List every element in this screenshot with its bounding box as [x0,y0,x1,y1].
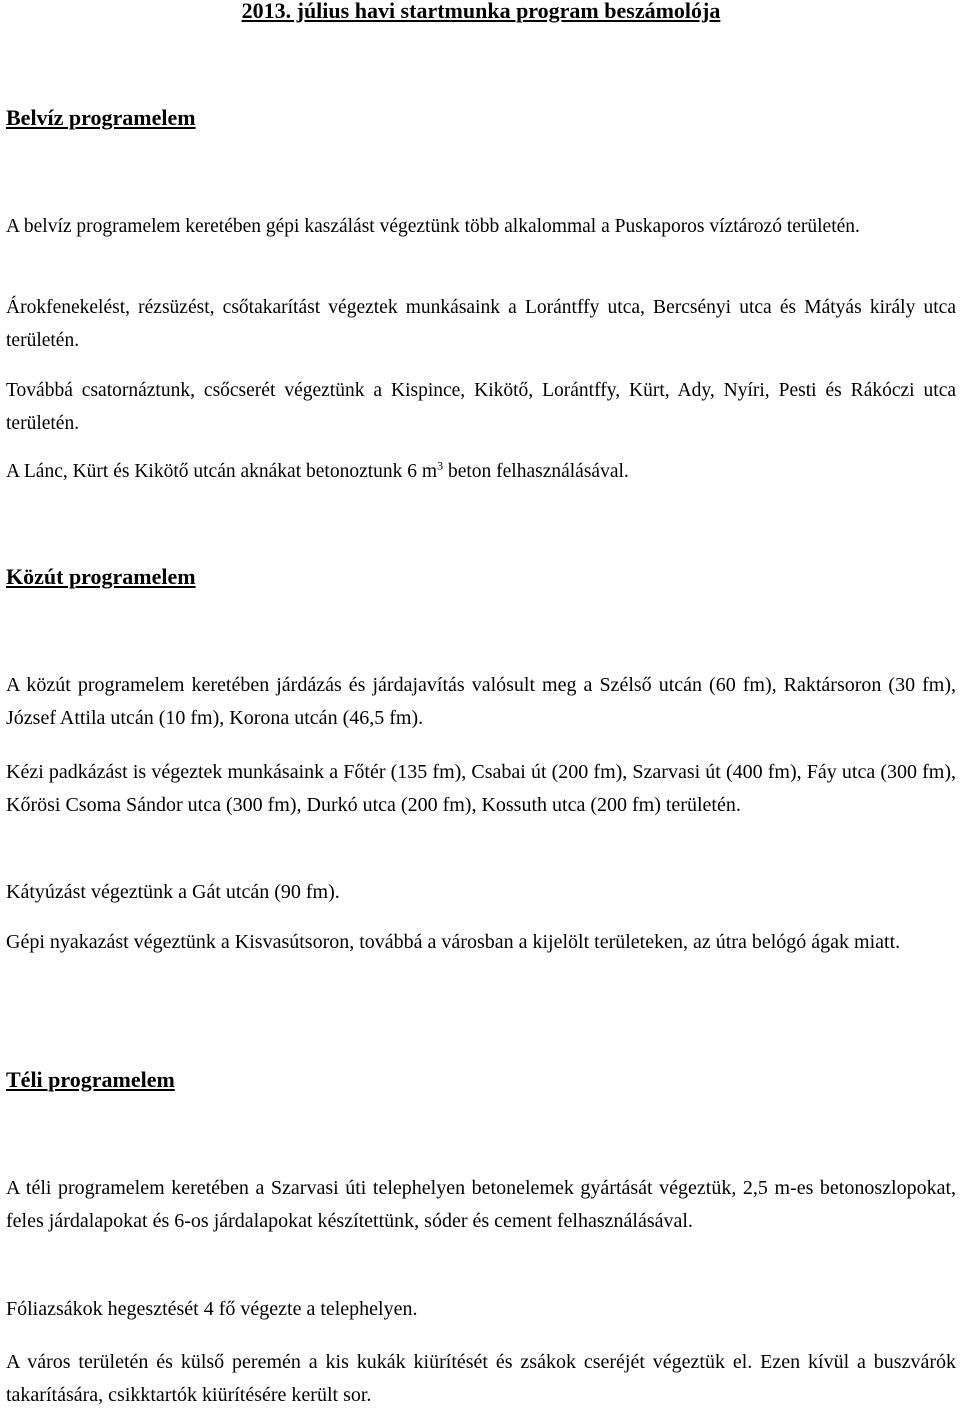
paragraph: Fóliazsákok hegesztését 4 fő végezte a telephelyen. [6,1298,418,1320]
paragraph [6,455,956,488]
section-heading-belviz: Belvíz programelem [6,105,196,130]
superscript-exponent: 3 [437,458,444,473]
section-heading-teli: Téli programelem [6,1067,175,1092]
paragraph: A közút programelem keretében járdázás és járdajavítás valósult meg a Szélső utcán (60 fm), Raktársoron (30 fm), József Attila utcán (10 fm), Korona utcán (46,5 fm). [6,674,956,729]
paragraph: Továbbá csatornáztunk, csőcserét végeztünk a Kispince, Kikötő, Lorántffy, Kürt, Ady, Nyíri, Pesti és Rákóczi utca területén. [6,380,956,434]
section-heading-kozut: Közút programelem [6,564,196,589]
paragraph: Kézi padkázást is végeztek munkásaink a Főtér (135 fm), Csabai út (200 fm), Szarvasi út (400 fm), Fáy utca (300 fm), Kőrösi Csoma Sándor utca (300 fm), Durkó utca (200 fm), Kossuth utca (200 fm) területén. [6,761,956,816]
paragraph: Árokfenekelést, rézsüzést, csőtakarítást végeztek munkásaink a Lorántffy utca, Bercsényi utca és Mátyás király utca területén. [6,297,956,351]
paragraph: A belvíz programelem keretében gépi kaszálást végeztünk több alkalommal a Puskaporos víztározó területén. [6,216,860,237]
paragraph: Kátyúzást végeztünk a Gát utcán (90 fm). [6,881,340,903]
paragraph: A téli programelem keretében a Szarvasi úti telephelyen betonelemek gyártását végeztük, 2,5 m-es betonoszlopokat, feles járdalapokat és 6-os járdalapokat készítettünk, sóder és cement felhasználásával. [6,1177,956,1232]
paragraph-text: A Lánc, Kürt és Kikötő utcán aknákat betonoztunk 6 m [6,461,438,482]
paragraph-text: beton felhasználásával. [443,461,629,482]
document-title: 2013. július havi startmunka program beszámolója [241,0,721,23]
paragraph: Gépi nyakazást végeztünk a Kisvasútsoron, továbbá a városban a kijelölt területeken, az útra belógó ágak miatt. [6,931,901,953]
paragraph: A város területén és külső peremén a kis kukák kiürítését és zsákok cseréjét végeztük el. Ezen kívül a buszvárók takarítására, csikktartók kiürítésére került sor. [6,1351,956,1406]
